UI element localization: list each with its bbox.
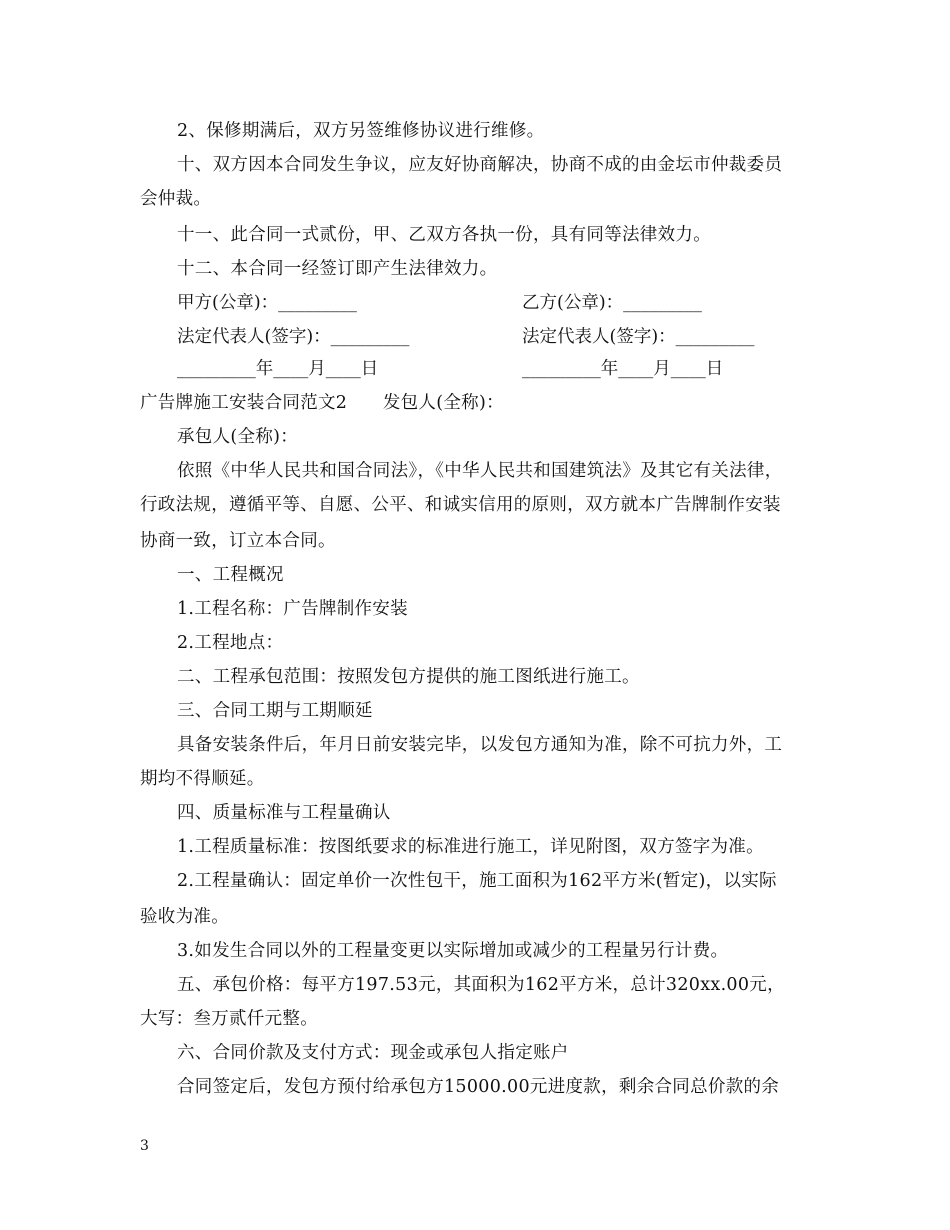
text-line: 十一、此合同一式贰份，甲、乙双方各执一份，具有同等法律效力。 [177,225,711,245]
text-line: 期均不得顺延。 [140,769,265,789]
text-line: 验收为准。 [140,907,229,927]
text-line: 大写：叁万贰仟元整。 [140,1009,318,1029]
party-b-rep: 法定代表人(签字)：_________ [522,327,755,347]
text-line: 3.如发生合同以外的工程量变更以实际增加或减少的工程量另行计费。 [177,941,729,961]
section-title: 广告牌施工安装合同范文2 发包人(全称)： [140,393,504,413]
text-line: 2、保修期满后，双方另签维修协议进行维修。 [177,121,545,141]
text-line: 六、合同价款及支付方式：现金或承包人指定账户 [177,1043,569,1063]
party-a-date: _________年____月____日 [177,359,379,379]
text-line: 1.工程质量标准：按图纸要求的标准进行施工，详见附图，双方签字为准。 [177,837,764,857]
text-line: 2.工程量确认：固定单价一次性包干，施工面积为162平方米(暂定)，以实际 [177,871,777,891]
text-line: 十、双方因本合同发生争议，应友好协商解决，协商不成的由金坛市仲裁委员 [177,155,783,175]
text-line: 2.工程地点： [177,633,284,653]
text-line: 承包人(全称)： [177,427,299,447]
party-b-date: _________年____月____日 [522,359,724,379]
text-line: 三、合同工期与工期顺延 [177,701,373,721]
text-line: 合同签定后，发包方预付给承包方15000.00元进度款，剩余合同总价款的余 [177,1077,780,1097]
text-line: 一、工程概况 [177,565,284,585]
party-a-rep: 法定代表人(签字)：_________ [177,327,410,347]
text-line: 具备安装条件后，年月日前安装完毕，以发包方通知为准，除不可抗力外，工 [177,735,783,755]
text-line: 1.工程名称：广告牌制作安装 [177,599,408,619]
text-line: 会仲裁。 [140,189,212,209]
party-b-seal: 乙方(公章)：_________ [522,293,702,313]
text-line: 协商一致，订立本合同。 [140,531,336,551]
text-line: 四、质量标准与工程量确认 [177,803,391,823]
text-line: 二、工程承包范围：按照发包方提供的施工图纸进行施工。 [177,667,640,687]
page-number: 3 [140,1138,149,1154]
text-line: 依照《中华人民共和国合同法》，《中华人民共和国建筑法》及其它有关法律， [177,461,783,481]
text-line: 十二、本合同一经签订即产生法律效力。 [177,259,498,279]
party-a-seal: 甲方(公章)：_________ [177,293,357,313]
text-line: 五、承包价格：每平方197.53元，其面积为162平方米，总计320xx.00元， [177,975,785,995]
text-line: 行政法规，遵循平等、自愿、公平、和诚实信用的原则，双方就本广告牌制作安装 [140,495,781,515]
